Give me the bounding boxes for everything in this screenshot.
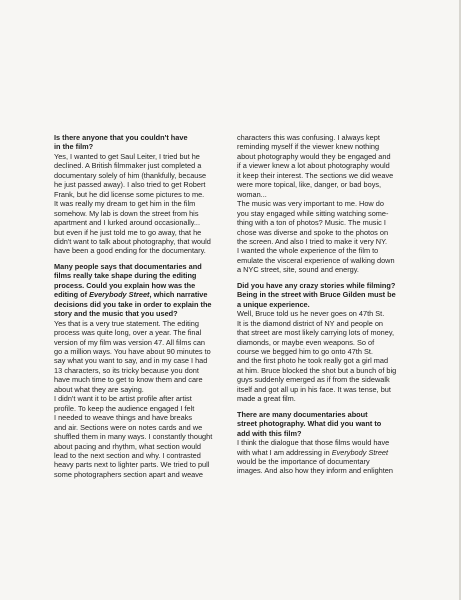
answer-line: if a viewer knew a lot about photography would bbox=[237, 161, 390, 171]
answer-line: that street are most likely carrying lots of money, bbox=[237, 328, 394, 338]
answer-line: have much time to get to know them and care bbox=[54, 375, 203, 385]
answer-line: would be the importance of documentary bbox=[237, 456, 370, 466]
answer-line: somehow. My lab is down the street from his bbox=[54, 208, 199, 218]
answer-line: but even if he just told me to go away, that he bbox=[54, 227, 202, 237]
qa-block bbox=[237, 281, 412, 404]
interview-answer bbox=[54, 319, 221, 480]
answer-line: Yes that is a very true statement. The editing bbox=[54, 318, 199, 328]
answer-line: reminding myself if the viewer knew nothing bbox=[237, 142, 380, 152]
answer-line: 13 characters, so its tricky because you dont bbox=[54, 365, 199, 375]
answer-line: about what they are saying. bbox=[54, 384, 144, 394]
answer-line: Yes, I wanted to get Saul Leiter, I tried but he bbox=[54, 151, 200, 161]
answer-line: It is the diamond district of NY and people on bbox=[237, 318, 384, 328]
answer-line: say what you want to say, and in my case I had bbox=[54, 356, 208, 366]
left-column bbox=[54, 133, 221, 485]
answer-line: I wanted the whole experience of the film to bbox=[237, 246, 379, 256]
question-line: decisions did you take in order to explain the bbox=[54, 299, 212, 309]
answer-line: lead to the next section and why. I contrasted bbox=[54, 450, 201, 460]
answer-line: woman... bbox=[237, 189, 267, 199]
answer-line: you stay engaged while sitting watching some- bbox=[237, 208, 389, 218]
answer-line: and air. Sections were on notes cards and we bbox=[54, 422, 203, 432]
answer-line: thing with a ton of photos? Music. The music I bbox=[237, 218, 386, 228]
answer-line: process was quite long, over a year. The final bbox=[54, 328, 202, 338]
interview-answer bbox=[237, 309, 412, 404]
film-title-italic: Everybody Street bbox=[89, 290, 150, 300]
answer-line: declined. A British filmmaker just completed a bbox=[54, 161, 202, 171]
answer-line: a NYC street, site, sound and energy. bbox=[237, 265, 359, 275]
right-column bbox=[237, 133, 412, 482]
qa-block bbox=[54, 262, 221, 479]
answer-line: go a million ways. You have about 90 minutes to bbox=[54, 346, 211, 356]
interview-answer bbox=[237, 133, 412, 275]
film-title-italic: Everybody Street bbox=[331, 447, 389, 457]
answer-line: some photographers section apart and weave bbox=[54, 469, 204, 479]
answer-line: The music was very important to me. How do bbox=[237, 199, 384, 209]
answer-line: made a great film. bbox=[237, 394, 296, 404]
answer-line: about photography would they be engaged and bbox=[237, 151, 391, 161]
question-line: process. Could you explain how was the bbox=[54, 280, 196, 290]
answer-line: Frank, but he did license some pictures to me. bbox=[54, 189, 205, 199]
interview-answer bbox=[237, 438, 412, 476]
qa-block bbox=[237, 133, 412, 275]
answer-line: I didn't want it to be artist profile after artist bbox=[54, 394, 192, 404]
answer-line: documentary solely of him (thankfully, because bbox=[54, 170, 207, 180]
answer-line: it keep their interest. The sections we did weave bbox=[237, 170, 394, 180]
question-line: Is there anyone that you couldn't have bbox=[54, 133, 188, 142]
answer-line: Well, Bruce told us he never goes on 47th St. bbox=[237, 309, 385, 319]
question-line: story and the music that you used? bbox=[54, 309, 178, 319]
qa-block bbox=[54, 133, 221, 256]
answer-line: apartment and I lurked around occasionally... bbox=[54, 218, 201, 228]
question-line: a unique experience. bbox=[237, 299, 310, 309]
answer-line: he just passed away). I also tried to get Robert bbox=[54, 180, 206, 190]
answer-line: course we begged him to go onto 47th St. bbox=[237, 346, 373, 356]
answer-line: guys suddenly emerged as if from the sidewalk bbox=[237, 375, 390, 385]
question-line: Many people says that documentaries and bbox=[54, 261, 202, 271]
answer-line: I needed to weave things and have breaks bbox=[54, 413, 192, 423]
answer-line: and the first photo he took really got a girl mad bbox=[237, 356, 389, 366]
answer-line: heavy parts next to lighter parts. We tried to pull bbox=[54, 460, 210, 470]
question-line: street photography. What did you want to bbox=[237, 419, 382, 429]
answer-line: were more topical, like, danger, or bad boys, bbox=[237, 180, 382, 190]
answer-line: images. And also how they inform and enlighten bbox=[237, 466, 393, 476]
question-line: add with this film? bbox=[237, 428, 302, 438]
answer-line: I think the dialogue that those films would have bbox=[237, 438, 390, 448]
qa-block bbox=[237, 410, 412, 476]
answer-line: with what I am addressing in Everybody Street bbox=[237, 447, 389, 457]
answer-line: the screen. And also I tried to make it very NY. bbox=[237, 236, 388, 246]
answer-line: itself and got all up in his face. It was tense, but bbox=[237, 384, 391, 394]
answer-line: emulate the visceral experience of walking down bbox=[237, 255, 395, 265]
answer-line: diamonds, or maybe even weapons. So of bbox=[237, 337, 375, 347]
interview-answer bbox=[54, 152, 221, 256]
answer-line: characters this was confusing. I always kept bbox=[237, 133, 380, 142]
question-line: Did you have any crazy stories while filming? bbox=[237, 280, 396, 290]
answer-line: version of my film was version 47. All films can bbox=[54, 337, 206, 347]
interview-question bbox=[54, 133, 221, 152]
answer-line: have been a good ending for the documentary. bbox=[54, 246, 206, 256]
answer-line: shuffled them in many ways. I constantly thought bbox=[54, 432, 213, 442]
question-line: editing of Everybody Street, which narrative bbox=[54, 290, 208, 300]
answer-line: It was really my dream to get him in the film bbox=[54, 199, 196, 209]
interview-question bbox=[54, 262, 221, 319]
interview-question bbox=[237, 281, 412, 309]
question-line: There are many documentaries about bbox=[237, 409, 368, 419]
answer-line: profile. To keep the audience engaged I felt bbox=[54, 403, 195, 413]
question-line: films really take shape during the editing bbox=[54, 271, 197, 281]
answer-line: at him. Bruce blocked the shot but a bunch of big bbox=[237, 365, 397, 375]
interview-question bbox=[237, 410, 412, 438]
answer-line: about pacing and rhythm, what section would bbox=[54, 441, 201, 451]
answer-line: didn't want to talk about photography, that would bbox=[54, 236, 211, 246]
question-line: Being in the street with Bruce Gilden must be bbox=[237, 290, 396, 300]
answer-line: chose was diverse and spoke to the photos on bbox=[237, 227, 389, 237]
question-line: in the film? bbox=[54, 142, 94, 152]
